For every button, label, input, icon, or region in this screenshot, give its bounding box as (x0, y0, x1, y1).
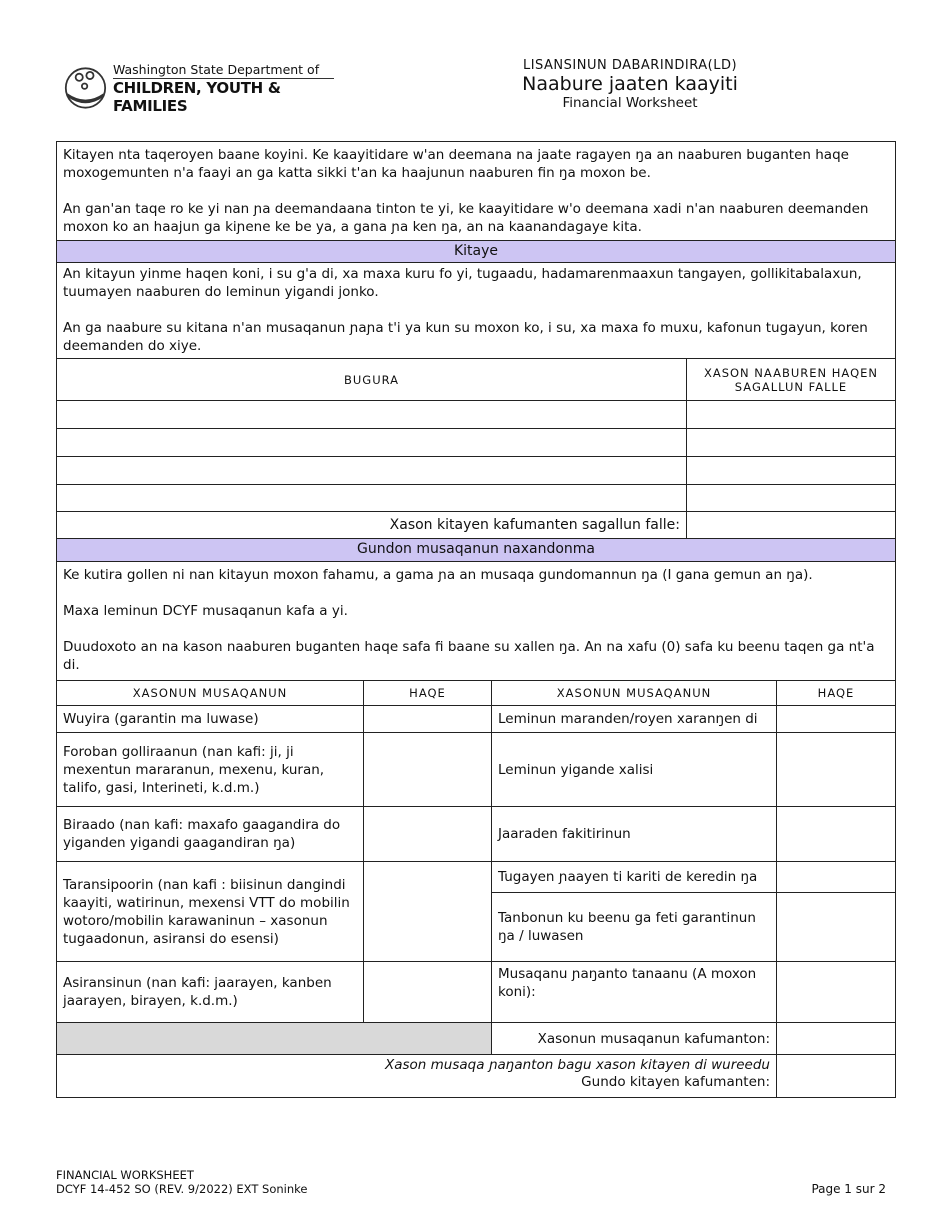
expense-total-input[interactable] (776, 1022, 896, 1055)
income-amount-input[interactable] (686, 456, 896, 485)
page-number: Page 1 sur 2 (811, 1182, 886, 1196)
income-source-input[interactable] (56, 428, 687, 457)
expense-amount-input-right[interactable] (776, 732, 896, 807)
income-source-header: BUGURA (56, 358, 687, 401)
expense-amount-header-right: HAQE (776, 680, 896, 706)
income-amount-header: XASON NAABUREN HAQEN SAGALLUN FALLE (686, 358, 896, 401)
footer-form-name: FINANCIAL WORKSHEET (56, 1168, 194, 1182)
income-amount-input[interactable] (686, 428, 896, 457)
expense-label-left: Wuyira (garantin ma luwase) (56, 705, 364, 733)
expense-label-right: Jaaraden fakitirinun (491, 806, 777, 862)
income-source-input[interactable] (56, 456, 687, 485)
expense-amount-input-right[interactable] (776, 961, 896, 1023)
expenses-instructions: Ke kutira gollen ni nan kitayun moxon fahamu, a gama ɲa an musaqa gundomannun ŋa (I gana gemun an ŋa). Maxa leminun DCYF musaqanun kafa a yi. Duudoxoto an na kason naaburen buganten haqe safa fi baane su xallen ŋa. An na xafu (0) safa ku beenu taqen ga nt'a di. (56, 561, 896, 681)
dcyf-emblem-icon (64, 64, 107, 112)
expense-amount-input-right[interactable] (776, 892, 896, 962)
expense-amount-input-left[interactable] (363, 732, 492, 807)
difference-input[interactable] (776, 1054, 896, 1098)
income-total-input[interactable] (686, 511, 896, 539)
expense-amount-input-left[interactable] (363, 961, 492, 1023)
org-name-line1: Washington State Department of (113, 62, 334, 79)
expense-amount-header-left: HAQE (363, 680, 492, 706)
org-name-line2: CHILDREN, YOUTH & FAMILIES (112, 78, 281, 115)
income-total-label: Xason kitayen kafumanten sagallun falle: (56, 511, 687, 539)
page-subtitle: Financial Worksheet (562, 95, 698, 111)
expense-label-right: Leminun maranden/royen xaranŋen di (491, 705, 777, 733)
expense-total-label: Xasonun musaqanun kafumanton: (491, 1022, 777, 1055)
intro-text: Kitayen nta taqeroyen baane koyini. Ke kaayitidare w'an deemana na jaate ragayen ŋa an naaburen buganten haqe moxogemunten n'a faayi an ga katta sikki t'an ka haajunun naaburen fin ŋa moxon be. An gan'an taqe ro ke yi nan ɲa deemandaana tinton te yi, ke kaayitidare w'o deemana xadi n'an naaburen deemanden moxon ko an haajun ga kiɲene ke be ya, a gana ɲa ken ŋa, an na kaanandagaye kita. (56, 141, 896, 241)
difference-label: Xason musaqa ɲaŋanton bagu xason kitayen di wureedu Gundo kitayen kafumanten: (56, 1054, 777, 1098)
dcyf-logo (64, 61, 334, 115)
income-source-input[interactable] (56, 484, 687, 512)
expense-label-left: Asiransinun (nan kafi: jaarayen, kanben jaarayen, birayen, k.d.m.) (56, 961, 364, 1023)
shaded-blank-cell (56, 1022, 492, 1055)
expense-amount-input-right[interactable] (776, 806, 896, 862)
income-source-input[interactable] (56, 400, 687, 429)
page-title: Naabure jaaten kaayiti (522, 73, 738, 95)
expense-amount-input-left[interactable] (363, 861, 492, 962)
income-heading: Kitaye (56, 240, 896, 263)
income-instructions: An kitayun yinme haqen koni, i su g'a di, xa maxa kuru fo yi, tugaadu, hadamarenmaaxun tangayen, gollikitabalaxun, tuumayen naaburen do leminun yigandi jonko. An ga naabure su kitana n'an musaqanun ɲaɲa t'i ya kun su moxon ko, i su, xa maxa fo muxu, kafonun tugayun, koren deemanden do xiye. (56, 262, 896, 359)
expense-type-header-right: XASONUN MUSAQANUN (491, 680, 777, 706)
expense-label-right: Leminun yigande xalisi (491, 732, 777, 807)
expense-label-left: Foroban golliraanun (nan kafi: ji, ji mexentun mararanun, mexenu, kuran, talifo, gasi, Interineti, k.d.m.) (56, 732, 364, 807)
expense-label-left: Taransipoorin (nan kafi : biisinun dangindi kaayiti, watirinun, mexensi VTT do mobilin wotoro/mobilin karawaninun – xasonun tugaadonun, asiransi do esensi) (56, 861, 364, 962)
expense-label-right: Tanbonun ku beenu ga feti garantinun ŋa / luwasen (491, 892, 777, 962)
expense-amount-input-right[interactable] (776, 861, 896, 893)
expense-amount-input-left[interactable] (363, 705, 492, 733)
expense-label-left: Biraado (nan kafi: maxafo gaagandira do yiganden yigandi gaagandiran ŋa) (56, 806, 364, 862)
expenses-heading: Gundon musaqanun naxandonma (56, 538, 896, 562)
income-amount-input[interactable] (686, 400, 896, 429)
expense-label-right: Musaqanu ɲaŋanto tanaanu (A moxon koni): (491, 961, 777, 1023)
expense-amount-input-right[interactable] (776, 705, 896, 733)
expense-label-right: Tugayen ɲaayen ti kariti de keredin ŋa (491, 861, 777, 893)
income-amount-input[interactable] (686, 484, 896, 512)
expense-amount-input-left[interactable] (363, 806, 492, 862)
form-category: LISANSINUN DABARINDIRA(LD) (522, 58, 738, 73)
footer-form-number: DCYF 14-452 SO (REV. 9/2022) EXT Soninke (56, 1182, 308, 1196)
expense-type-header-left: XASONUN MUSAQANUN (56, 680, 364, 706)
